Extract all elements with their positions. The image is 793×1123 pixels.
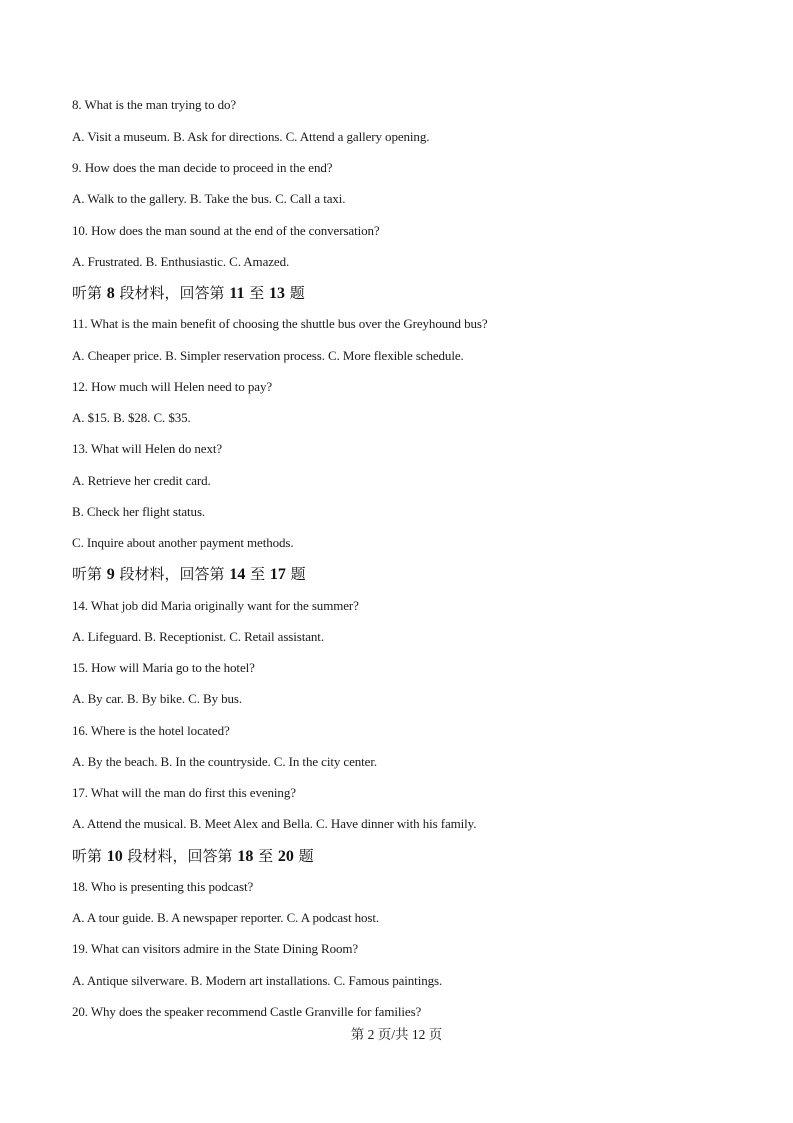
section-from: 14 <box>229 566 246 583</box>
question-17-stem: 17. What will the man do first this evening? <box>72 785 296 800</box>
question-8-stem: 8. What is the man trying to do? <box>72 97 237 112</box>
section-heading-8 <box>72 284 305 303</box>
section-from: 11 <box>229 285 245 302</box>
section-number: 8 <box>106 285 115 302</box>
question-17-options: A. Attend the musical. B. Meet Alex and Bella. C. Have dinner with his family. <box>72 816 477 831</box>
page-footer: 第 2 页/共 12 页 <box>350 1027 443 1042</box>
question-14-stem: 14. What job did Maria originally want for the summer? <box>72 598 359 613</box>
question-9-options: A. Walk to the gallery. B. Take the bus. C. Call a taxi. <box>72 191 346 206</box>
section-suffix: 题 <box>285 284 305 302</box>
section-prefix: 听第 <box>72 847 107 865</box>
question-13-option-b: B. Check her flight status. <box>72 504 206 519</box>
question-20-stem: 20. Why does the speaker recommend Castle Granville for families? <box>72 1004 422 1019</box>
section-heading-9 <box>72 565 306 584</box>
section-heading-10 <box>72 847 314 866</box>
question-10-options: A. Frustrated. B. Enthusiastic. C. Amazed. <box>72 254 290 269</box>
section-to-word: 至 <box>244 284 269 302</box>
question-10-stem: 10. How does the man sound at the end of the conversation? <box>72 223 380 238</box>
section-to-word: 至 <box>245 565 270 583</box>
question-15-options: A. By car. B. By bike. C. By bus. <box>72 691 243 706</box>
section-mid: 段材料，回答第 <box>122 847 238 865</box>
question-16-stem: 16. Where is the hotel located? <box>72 723 230 738</box>
question-19-stem: 19. What can visitors admire in the State Dining Room? <box>72 941 359 956</box>
section-suffix: 题 <box>293 847 314 865</box>
section-prefix: 听第 <box>72 284 107 302</box>
section-to: 20 <box>277 848 294 865</box>
question-11-options: A. Cheaper price. B. Simpler reservation process. C. More flexible schedule. <box>72 348 464 363</box>
section-to: 17 <box>269 566 286 583</box>
question-18-stem: 18. Who is presenting this podcast? <box>72 879 254 894</box>
question-13-option-c: C. Inquire about another payment methods. <box>72 535 294 550</box>
question-13-option-a: A. Retrieve her credit card. <box>72 473 211 488</box>
question-18-options: A. A tour guide. B. A newspaper reporter. C. A podcast host. <box>72 910 380 925</box>
question-12-stem: 12. How much will Helen need to pay? <box>72 379 273 394</box>
question-15-stem: 15. How will Maria go to the hotel? <box>72 660 255 675</box>
question-9-stem: 9. How does the man decide to proceed in the end? <box>72 160 333 175</box>
question-11-stem: 11. What is the main benefit of choosing the shuttle bus over the Greyhound bus? <box>72 316 488 331</box>
section-number: 10 <box>106 848 123 865</box>
section-prefix: 听第 <box>72 565 107 583</box>
section-mid: 段材料，回答第 <box>114 284 230 302</box>
question-12-options: A. $15. B. $28. C. $35. <box>72 410 191 425</box>
section-from: 18 <box>237 848 254 865</box>
section-to-word: 至 <box>253 847 278 865</box>
question-13-stem: 13. What will Helen do next? <box>72 441 223 456</box>
question-16-options: A. By the beach. B. In the countryside. C. In the city center. <box>72 754 377 769</box>
section-to: 13 <box>269 285 285 302</box>
question-8-options: A. Visit a museum. B. Ask for directions. C. Attend a gallery opening. <box>72 129 430 144</box>
section-suffix: 题 <box>285 565 306 583</box>
section-number: 9 <box>106 566 115 583</box>
question-19-options: A. Antique silverware. B. Modern art installations. C. Famous paintings. <box>72 973 443 988</box>
section-mid: 段材料，回答第 <box>114 565 230 583</box>
question-14-options: A. Lifeguard. B. Receptionist. C. Retail assistant. <box>72 629 324 644</box>
